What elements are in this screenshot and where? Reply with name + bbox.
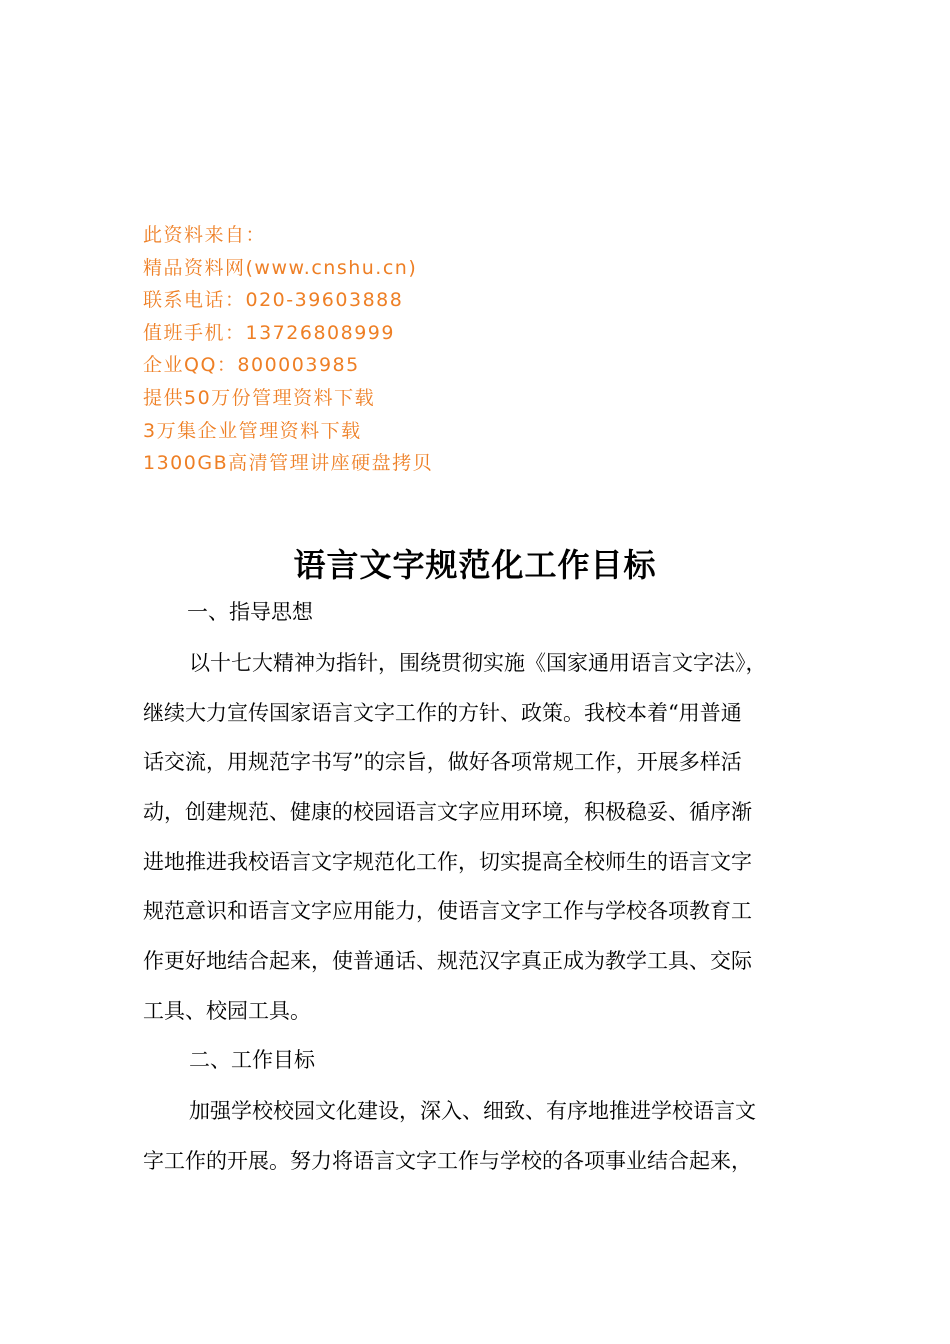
paragraph-line: 动，创建规范、健康的校园语言文字应用环境，积极稳妥、循序渐 xyxy=(143,800,752,825)
paragraph-line: 以十七大精神为指针，围绕贯彻实施《国家通用语言文字法》， xyxy=(189,651,767,675)
source-offer-documents: 提供50万份管理资料下载 xyxy=(143,386,376,409)
source-info-block xyxy=(143,219,743,480)
source-qq: 企业QQ：800003985 xyxy=(143,354,360,377)
paragraph-line: 进地推进我校语言文字规范化工作，切实提高全校师生的语言文字 xyxy=(143,849,752,874)
paragraph-line: 工具、校园工具。 xyxy=(143,998,311,1023)
section-heading-work-goals: 二、工作目标 xyxy=(189,1048,315,1072)
section-paragraph-work-goals xyxy=(143,1087,808,1186)
section-paragraph-guiding-thought xyxy=(143,639,808,1037)
source-website: 精品资料网(www.cnshu.cn) xyxy=(143,256,418,279)
source-offer-lectures: 1300GB高清管理讲座硬盘拷贝 xyxy=(143,452,434,475)
paragraph-line: 话交流，用规范字书写”的宗旨，做好各项常规工作，开展多样活 xyxy=(143,750,742,775)
source-offer-videos: 3万集企业管理资料下载 xyxy=(143,419,362,442)
paragraph-line: 加强学校校园文化建设，深入、细致、有序地推进学校语言文 xyxy=(189,1099,756,1123)
section-heading-guiding-thought: 一、指导思想 xyxy=(187,600,313,624)
paragraph-line: 作更好地结合起来，使普通话、规范汉字真正成为教学工具、交际 xyxy=(143,949,752,974)
source-phone: 联系电话：020-39603888 xyxy=(143,289,404,312)
document-title: 语言文字规范化工作目标 xyxy=(293,546,657,584)
source-mobile: 值班手机：13726808999 xyxy=(143,321,395,344)
paragraph-line: 规范意识和语言文字应用能力，使语言文字工作与学校各项教育工 xyxy=(143,899,752,924)
paragraph-line: 继续大力宣传国家语言文字工作的方针、政策。我校本着“用普通 xyxy=(143,700,742,725)
source-label: 此资料来自： xyxy=(143,224,267,246)
paragraph-line: 字工作的开展。努力将语言文字工作与学校的各项事业结合起来， xyxy=(143,1148,752,1173)
